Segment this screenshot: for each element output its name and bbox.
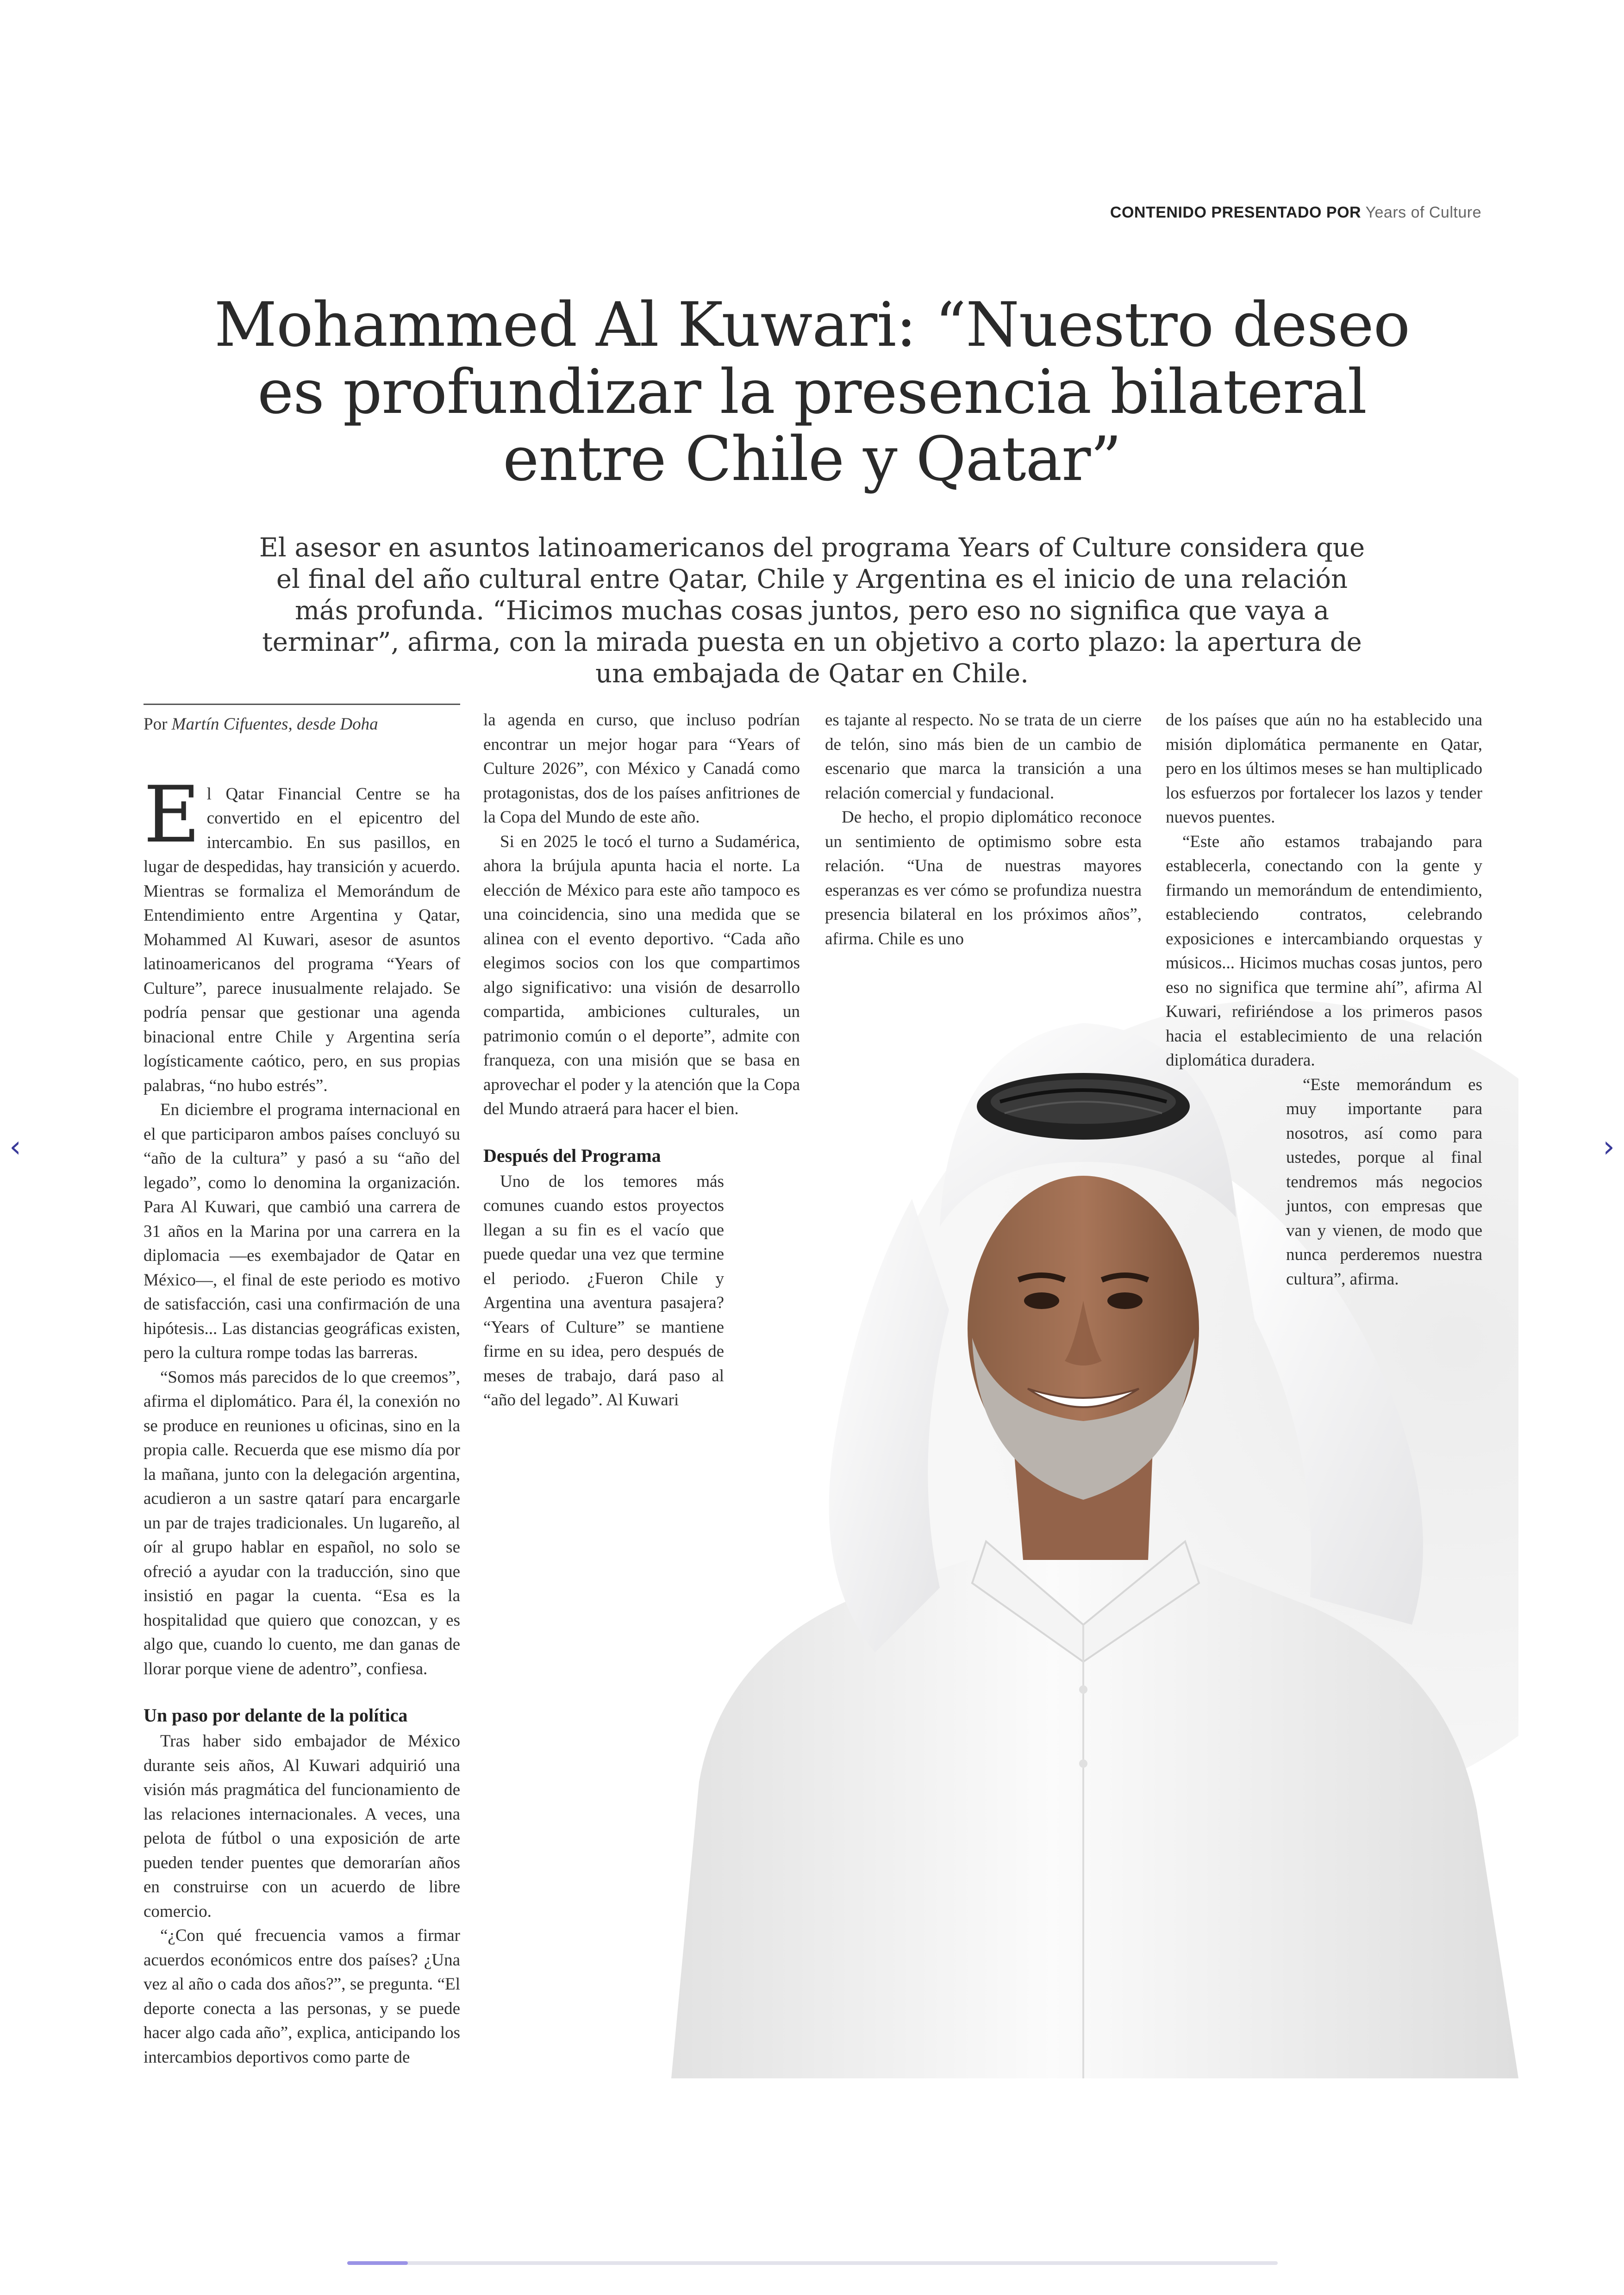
sponsor-name: Years of Culture bbox=[1365, 204, 1481, 221]
paragraph: Si en 2025 le tocó el turno a Sudamérica, ahora la brújula apunta hacia el norte. La elección de México para este año tampoco es una coincidencia, sino una medida que se alinea con el evento deportivo. “Cada año elegimos socios con los que compartimos algo significativo: una visión de desarrollo compartida, ambiciones culturales, un patrimonio común o el deporte”, admite con franqueza, con una misión que se basa en aprovechar el poder y la atención que la Copa del Mundo atraerá para hacer el bien. bbox=[483, 832, 800, 1118]
article-column-2 bbox=[483, 708, 800, 1413]
chevron-right-icon[interactable]: › bbox=[1603, 1130, 1615, 1164]
title-line-2: es profundizar la presencia bilateral bbox=[257, 356, 1367, 428]
paragraph: “Este año estamos trabajando para establecerla, conectando con la gente y firmando un memorándum de entendimiento, estableciendo contratos, celebrando exposiciones e intercambiando orquestas y músicos... Hicimos muchas cosas juntos, pero eso no significa que termine ahí”, afirma Al Kuwari, refiriéndose a los primeros pasos hacia el establecimiento de una relación diplomática duradera. bbox=[1166, 832, 1482, 1070]
paragraph: De hecho, el propio diplomático reconoce un sentimiento de optimismo sobre esta relación. “Una de nuestras mayores esperanzas es ver cómo se profundiza nuestra presencia bilateral en los próximos años”, afirma. Chile es uno bbox=[825, 808, 1142, 948]
byline-author: Martín Cifuentes, desde Doha bbox=[171, 715, 378, 734]
paragraph: “Somos más parecidos de lo que creemos”, afirma el diplomático. Para él, la conexión no se produce en reuniones u oficinas, sino en la propia calle. Recuerda que ese mismo día por la mañana, junto con la delegación argentina, acudieron a un sastre qatarí para encargarle un par de trajes tradicionales. Un lugareño, al oír al grupo hablar en español, no solo se ofreció a ayudar con la traducción, sino que insistió en pagar la cuenta. “Esa es la hospitalidad que quiero que conozcan, y es algo que, cuando lo cuento, me dan ganas de llorar porque viene de adentro”, confiesa. bbox=[144, 1367, 460, 1678]
article-column-3 bbox=[825, 708, 1142, 951]
page-progress-track[interactable] bbox=[347, 2261, 1278, 2265]
paragraph: Tras haber sido embajador de México durante seis años, Al Kuwari adquirió una visión más pragmática del funcionamiento de las relaciones internacionales. A veces, una pelota de fútbol o una exposición de arte pueden tender puentes que demorarían años en construirse con un acuerdo de libre comercio. bbox=[144, 1732, 460, 1921]
paragraph: En diciembre el programa internacional en el que participaron ambos países concluyó su “año de la cultura” y pasó a su “año del legado”, como lo denomina la organización. Para Al Kuwari, que cambió una carrera de 31 años en la Marina por una carrera en la diplomacia —es exembajador de Qatar en México—, el final de este periodo es motivo de satisfacción, casi una confirmación de una hipótesis... Las distancias geográficas existen, pero la cultura rompe todas las barreras. bbox=[144, 1100, 460, 1362]
paragraph: de los países que aún no ha establecido una misión diplomática permanente en Qatar, pero en los últimos meses se han multiplicado los esfuerzos por fortalecer los lazos y tender nuevos puentes. bbox=[1166, 711, 1482, 827]
sponsor-tag bbox=[1110, 204, 1481, 222]
subheading: Después del Programa bbox=[483, 1145, 661, 1166]
paragraph: es tajante al respecto. No se trata de un cierre de telón, sino más bien de un cambio de escenario que marca la transición a una relación comercial y fundacional. bbox=[825, 711, 1142, 803]
paragraph: “¿Con qué frecuencia vamos a firmar acuerdos económicos entre dos países? ¿Una vez al año o cada dos años?”, se pregunta. “El deporte conecta a las personas, y se puede hacer algo cada año”, explica, anticipando los intercambios deportivos como parte de bbox=[144, 1926, 460, 2067]
article-column-4 bbox=[1166, 708, 1482, 1291]
byline bbox=[144, 704, 460, 737]
article-title bbox=[139, 289, 1485, 495]
paragraph: “Este memorándum es muy importante para nosotros, así como para ustedes, porque al final tendremos más negocios juntos, con empresas que van y vienen, de modo que nunca perderemos nuestra cultura”, afirma. bbox=[1286, 1075, 1482, 1289]
lead-paragraph-text: l Qatar Financial Centre se ha convertido en el epicentro del intercambio. En sus pasillos, en lugar de despedidas, hay transición y acuerdo. Mientras se formaliza el Memorándum de Entendimiento entre Argentina y Qatar, Mohammed Al Kuwari, asesor de asuntos latinoamericanos del programa “Years of Culture”, parece inusualmente relajado. Se podría pensar que gestionar una agenda binacional entre Chile y Argentina sería logísticamente caótico, pero, en sus propias palabras, “no hubo estrés”. bbox=[144, 784, 460, 1095]
article-deck: El asesor en asuntos latinoamericanos del programa Years of Culture considera que el final del año cultural entre Qatar, Chile y Argentina es el inicio de una relación más profunda. “Hicimos muchas cosas juntos, pero eso no significa que vaya a terminar”, afirma, con la mirada puesta en un objetivo a corto plazo: la apertura de una embajada de Qatar en Chile. bbox=[259, 533, 1365, 689]
article-column-1 bbox=[144, 704, 460, 2070]
paragraph: Uno de los temores más comunes cuando estos proyectos llegan a su fin es el vacío que puede quedar una vez que termine el periodo. ¿Fueron Chile y Argentina una aventura pasajera? “Years of Culture” se mantiene firme en su idea, pero después de meses de trabajo, dará paso al “año del legado”. Al Kuwari bbox=[483, 1172, 724, 1409]
drop-cap: E bbox=[144, 769, 200, 860]
title-line-3: entre Chile y Qatar” bbox=[503, 424, 1121, 495]
sponsor-label: CONTENIDO PRESENTADO POR bbox=[1110, 204, 1362, 221]
page-progress-fill bbox=[347, 2261, 408, 2265]
chevron-left-icon[interactable]: ‹ bbox=[9, 1130, 21, 1164]
title-line-1: Mohammed Al Kuwari: “Nuestro deseo bbox=[214, 289, 1410, 361]
paragraph: la agenda en curso, que incluso podrían encontrar un mejor hogar para “Years of Culture 2026”, con México y Canadá como protagonistas, dos de los países anfitriones de la Copa del Mundo de este año. bbox=[483, 711, 800, 827]
lead-paragraph bbox=[144, 769, 460, 1098]
subheading: Un paso por delante de la política bbox=[144, 1705, 408, 1726]
byline-prefix: Por bbox=[144, 715, 168, 734]
